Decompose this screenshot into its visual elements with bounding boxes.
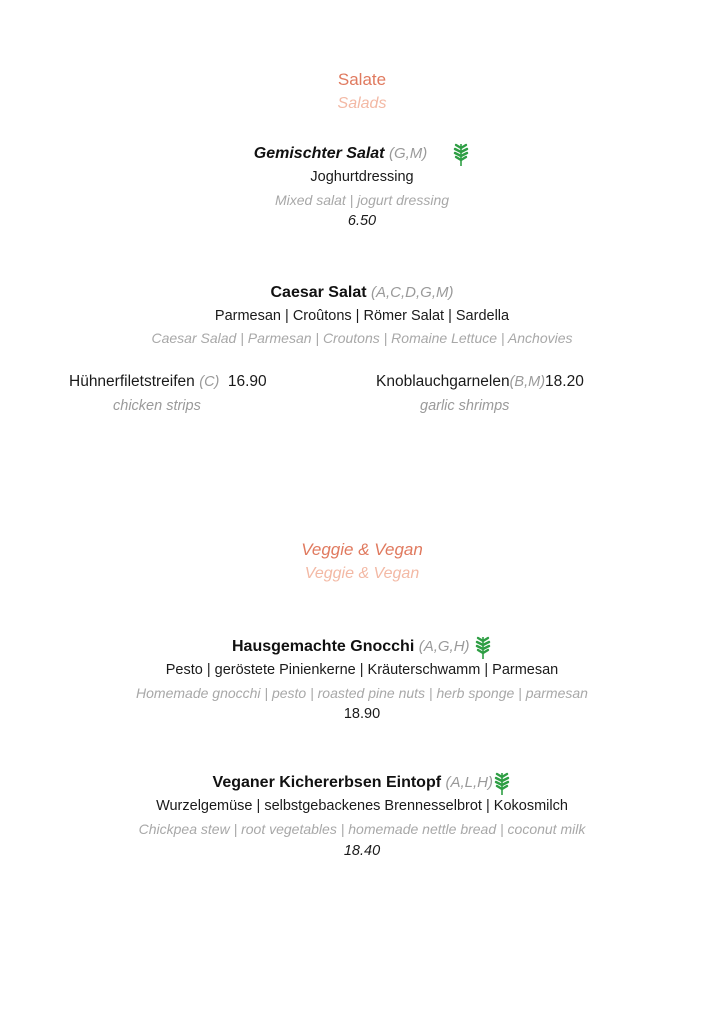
leaf-icon	[474, 634, 492, 660]
section-title-veggie: Veggie & Vegan	[301, 540, 423, 559]
section-subtitle-salads: Salads	[337, 95, 387, 112]
addon-price: 18.20	[545, 373, 584, 390]
dish-price: 6.50	[347, 213, 377, 229]
menu-item-mixed-salad	[0, 141, 724, 167]
addon-chicken	[69, 373, 267, 391]
dish-name: Hausgemachte Gnocchi	[231, 638, 415, 656]
addon-allergens: (C)	[199, 374, 220, 390]
addon-allergens: (B,M)	[509, 374, 546, 390]
dish-name: Veganer Kichererbsen Eintopf	[212, 774, 442, 792]
dish-description-en: Homemade gnocchi | pesto | roasted pine nuts | herb sponge | parmesan	[136, 685, 588, 701]
dish-description-en: Chickpea stew | root vegetables | homemade nettle bread | coconut milk	[138, 821, 586, 837]
allergen-codes: (A,G,H)	[418, 638, 470, 656]
dish-description-de: Wurzelgemüse | selbstgebackenes Brennesselbrot | Kokosmilch	[156, 798, 568, 814]
addon-name: Hühnerfiletstreifen	[69, 373, 195, 390]
dish-price: 18.90	[343, 706, 381, 722]
dish-name: Gemischter Salat	[253, 145, 385, 163]
section-title-salads: Salate	[337, 70, 387, 89]
dish-description-de: Pesto | geröstete Pinienkerne | Kräuterschwamm | Parmesan	[165, 662, 559, 678]
dish-name: Caesar Salat	[270, 284, 367, 301]
dish-description-de: Parmesan | Croûtons | Römer Salat | Sardella	[214, 308, 510, 324]
addon-en-name: chicken strips	[113, 398, 201, 414]
dish-description-en: Caesar Salad | Parmesan | Croutons | Romaine Lettuce | Anchovies	[151, 330, 573, 346]
menu-item-chickpea-stew	[0, 770, 724, 796]
menu-item-gnocchi	[0, 634, 724, 660]
addon-name: Knoblauchgarnelen	[376, 373, 510, 390]
allergen-codes: (A,L,H)	[445, 774, 494, 792]
menu-item-caesar-salad	[0, 284, 724, 302]
section-subtitle-veggie: Veggie & Vegan	[304, 565, 420, 582]
addon-price: 16.90	[227, 373, 267, 390]
dish-price: 18.40	[343, 843, 381, 859]
leaf-icon	[452, 141, 470, 167]
addon-en-name: garlic shrimps	[420, 398, 510, 414]
addon-shrimps	[376, 373, 584, 391]
dish-description-de: Joghurtdressing	[310, 169, 414, 185]
leaf-icon	[493, 770, 511, 796]
allergen-codes: (A,C,D,G,M)	[371, 284, 454, 301]
allergen-codes: (G,M)	[388, 145, 428, 163]
dish-description-en: Mixed salat | jogurt dressing	[274, 192, 450, 208]
